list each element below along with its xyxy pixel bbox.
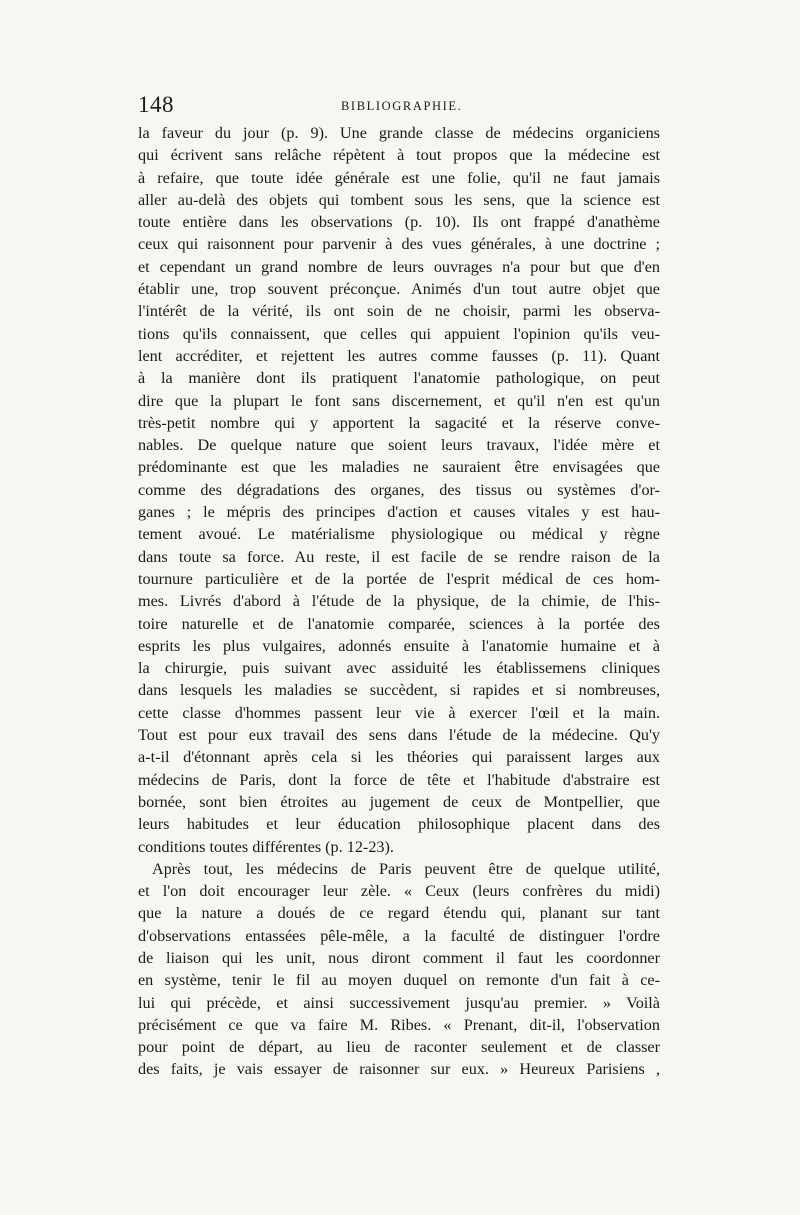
text-line: et l'on doit encourager leur zèle. « Ceux (leurs confrères du midi) [138,882,660,901]
text-line: de liaison qui les unit, nous diront comment il faut les coordonner [138,948,660,967]
text-line: dans toute sa force. Au reste, il est facile de se rendre raison de la [138,547,660,566]
text-line: a-t-il d'étonnant après cela si les théories qui paraissent larges aux [138,748,660,767]
text-line: toute entière dans les observations (p. 10). Ils ont frappé d'anathème [138,213,660,232]
text-line: lui qui précède, et ainsi successivement jusqu'au premier. » Voilà [138,993,660,1012]
text-line: conditions toutes différentes (p. 12-23). [138,837,394,856]
text-line: médecins de Paris, dont la force de tête et l'habitude d'abstraire est [138,770,660,789]
text-line: pour point de départ, au lieu de raconter seulement et de classer [138,1038,660,1057]
text-line: bornée, sont bien étroites au jugement de ceux de Montpellier, que [138,792,660,811]
text-line: dans lesquels les maladies se succèdent, si rapides et si nombreuses, [138,681,660,700]
text-line: prédominante est que les maladies ne sauraient être envisagées que [138,458,660,477]
text-line: et cependant un grand nombre de leurs ouvrages n'a pour but que d'en [138,257,660,276]
text-line: comme des dégradations des organes, des tissus ou systèmes d'or- [138,480,660,499]
text-line: en système, tenir le fil au moyen duquel on remonte d'un fait à ce- [138,971,660,990]
text-line: établir une, trop souvent préconçue. Animés d'un tout autre objet que [138,280,660,299]
text-line: la chirurgie, puis suivant avec assiduité les établissemens cliniques [138,659,660,678]
text-line: ceux qui raisonnent pour parvenir à des vues générales, à une doctrine ; [138,235,660,254]
text-line: Tout est pour eux travail des sens dans l'étude de la médecine. Qu'y [138,726,660,745]
text-line: très-petit nombre qui y apportent la sagacité et la réserve conve- [138,413,660,432]
text-line: nables. De quelque nature que soient leurs travaux, l'idée mère et [138,436,660,455]
text-line: l'intérêt de la vérité, ils ont soin de ne choisir, parmi les observa- [138,302,660,321]
text-line: à refaire, que toute idée générale est une folie, qu'il ne faut jamais [138,168,660,187]
text-line: toire naturelle et de l'anatomie comparée, sciences à la portée des [138,614,660,633]
text-line: que la nature a doués de ce regard étendu qui, planant sur tant [138,904,660,923]
text-line: tournure particulière et de la portée de l'esprit médical de ces hom- [138,569,660,588]
text-line: tement avoué. Le matérialisme physiologique ou médical y règne [138,525,660,544]
text-line: Après tout, les médecins de Paris peuvent être de quelque utilité, [152,859,660,878]
text-line: mes. Livrés d'abord à l'étude de la physique, de la chimie, de l'his- [138,592,660,611]
text-line: ganes ; le mépris des principes d'action et causes vitales y est hau- [138,503,660,522]
text-line: des faits, je vais essayer de raisonner sur eux. » Heureux Parisiens , [138,1060,660,1079]
text-line: lent accréditer, et rejettent les autres comme fausses (p. 11). Quant [138,346,660,365]
page-header [138,92,662,122]
text-line: leurs habitudes et leur éducation philosophique placent dans des [138,815,660,834]
text-line: esprits les plus vulgaires, adonnés ensuite à l'anatomie humaine et à [138,636,660,655]
page-number: 148 [138,92,174,117]
text-line: qui écrivent sans relâche répètent à tout propos que la médecine est [138,146,660,165]
text-line: tions qu'ils connaissent, que celles qui appuient l'opinion qu'ils veu- [138,324,660,343]
text-line: d'observations entassées pêle-mêle, a la faculté de distinguer l'ordre [138,926,660,945]
text-line: cette classe d'hommes passent leur vie à exercer l'œil et la main. [138,703,660,722]
body-text [138,122,660,1081]
text-line: dire que la plupart le font sans discernement, et qu'il n'en est qu'un [138,391,660,410]
text-line: précisément ce que va faire M. Ribes. « Prenant, dit-il, l'observation [138,1015,660,1034]
running-head: BIBLIOGRAPHIE. [341,99,463,113]
text-line: aller au-delà des objets qui tombent sous les sens, que la science est [138,190,660,209]
text-line: la faveur du jour (p. 9). Une grande classe de médecins organiciens [138,124,660,142]
text-line: à la manière dont ils pratiquent l'anatomie pathologique, on peut [138,369,660,388]
